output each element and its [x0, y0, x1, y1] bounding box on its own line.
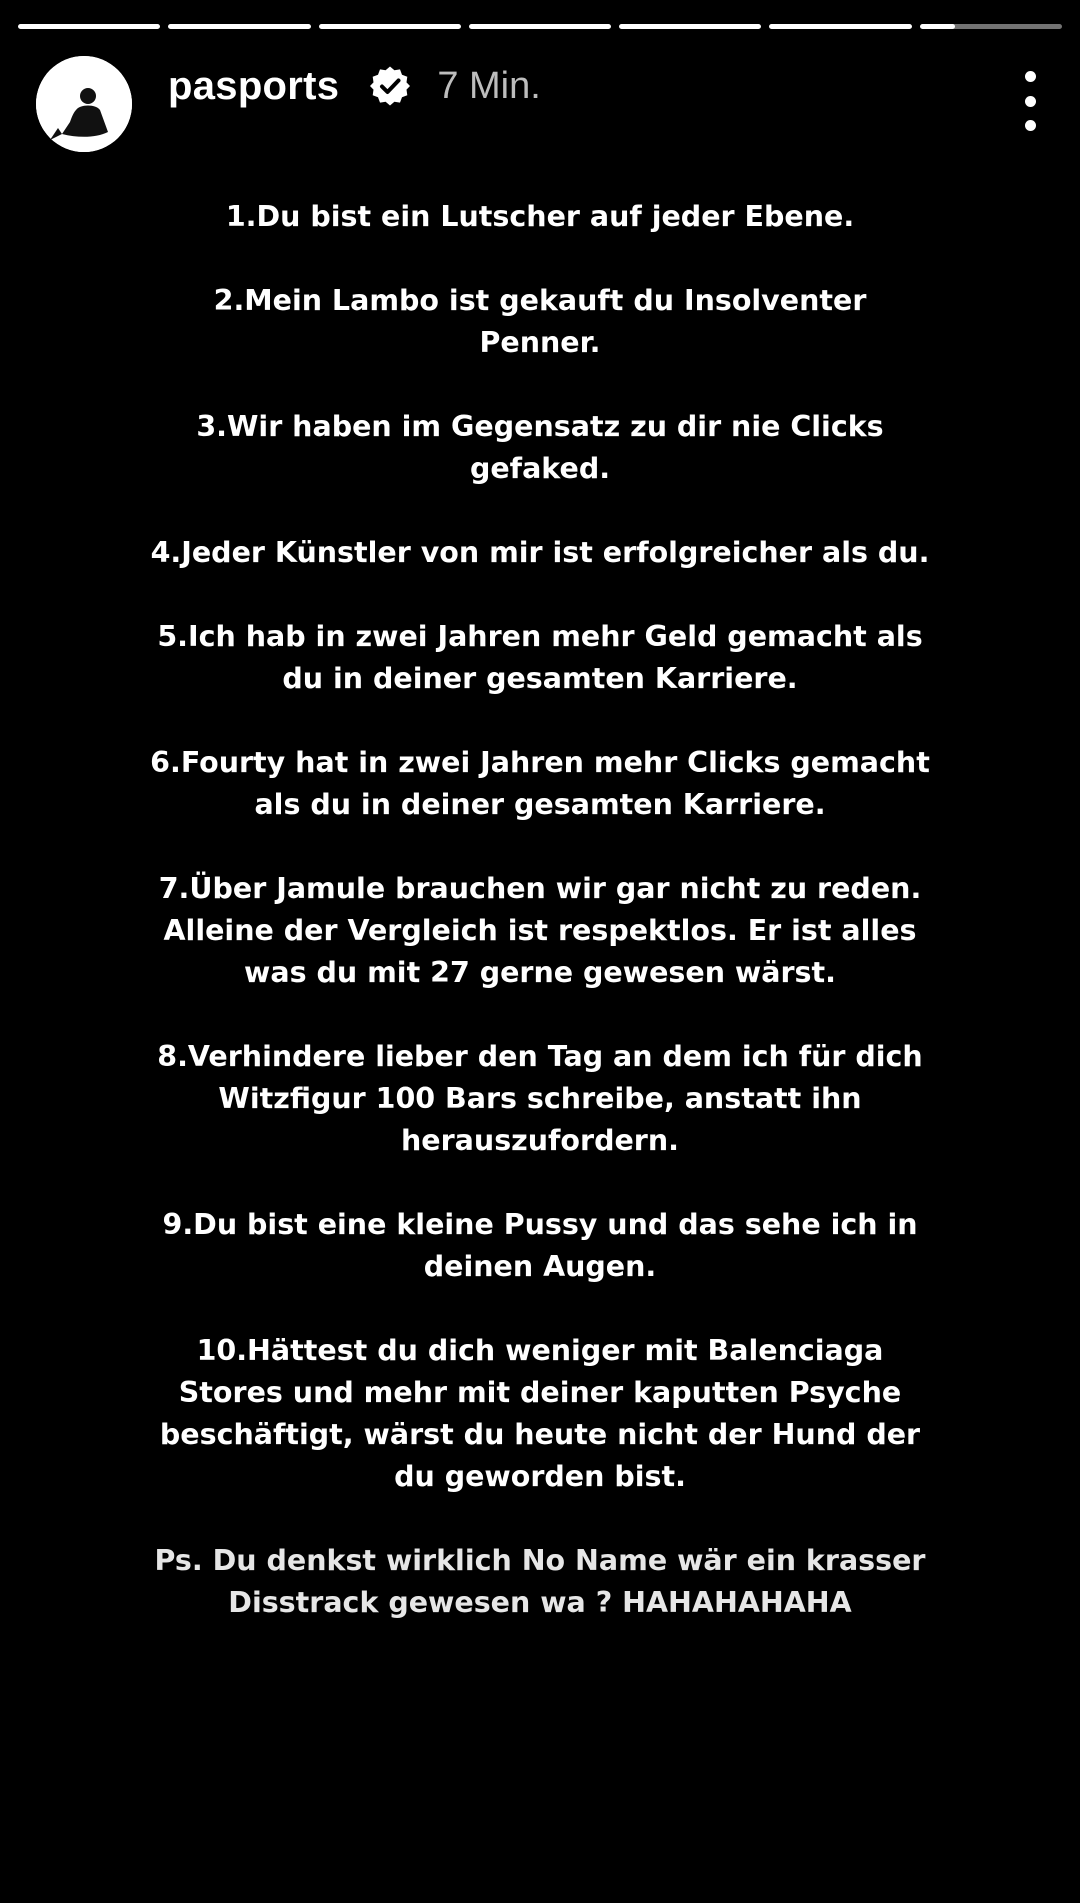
user-info: [168, 64, 541, 109]
story-line: 7.Über Jamule brauchen wir gar nicht zu reden. Alleine der Vergleich ist respektlos. Er ist alles was du mit 27 gerne gewesen wärst.: [158, 872, 922, 989]
story-progress-segment: [769, 24, 911, 29]
verified-badge-icon: [369, 65, 411, 107]
story-line: 8.Verhindere lieber den Tag an dem ich für dich Witzfigur 100 Bars schreibe, anstatt ihn herauszufordern.: [157, 1040, 923, 1157]
post-time: 7 Min.: [437, 64, 541, 107]
story-ps-line: Ps. Du denkst wirklich No Name wär ein krasser Disstrack gewesen wa ? HAHAHAHAHA: [154, 1544, 926, 1619]
story-progress-segment: [619, 24, 761, 29]
story-progress-segment-current: [920, 24, 1062, 29]
story-progress-segment: [319, 24, 461, 29]
story-line: 3.Wir haben im Gegensatz zu dir nie Clicks gefaked.: [196, 410, 884, 485]
story-progress-bar: [18, 24, 1062, 29]
more-vertical-icon[interactable]: [1010, 71, 1050, 131]
story-progress-segment: [469, 24, 611, 29]
story-line: 6.Fourty hat in zwei Jahren mehr Clicks gemacht als du in deiner gesamten Karriere.: [150, 746, 930, 821]
story-line: 2.Mein Lambo ist gekauft du Insolventer Penner.: [213, 284, 867, 359]
username[interactable]: pasports: [168, 63, 340, 108]
story-progress-segment: [18, 24, 160, 29]
story-line: 9.Du bist eine kleine Pussy und das sehe ich in deinen Augen.: [162, 1208, 918, 1283]
story-progress-segment: [168, 24, 310, 29]
story-line: 1.Du bist ein Lutscher auf jeder Ebene.: [225, 200, 855, 233]
profile-photo-silhouette: [36, 56, 132, 152]
story-line: 5.Ich hab in zwei Jahren mehr Geld gemacht als du in deiner gesamten Karriere.: [157, 620, 923, 695]
story-header: [36, 56, 1050, 152]
story-line: 4.Jeder Künstler von mir ist erfolgreicher als du.: [150, 536, 930, 569]
story-text: [150, 196, 930, 1666]
story-line: 10.Hättest du dich weniger mit Balenciaga Stores und mehr mit deiner kaputten Psyche beschäftigt, wärst du heute nicht der Hund der du geworden bist.: [159, 1334, 921, 1493]
avatar[interactable]: [36, 56, 132, 152]
